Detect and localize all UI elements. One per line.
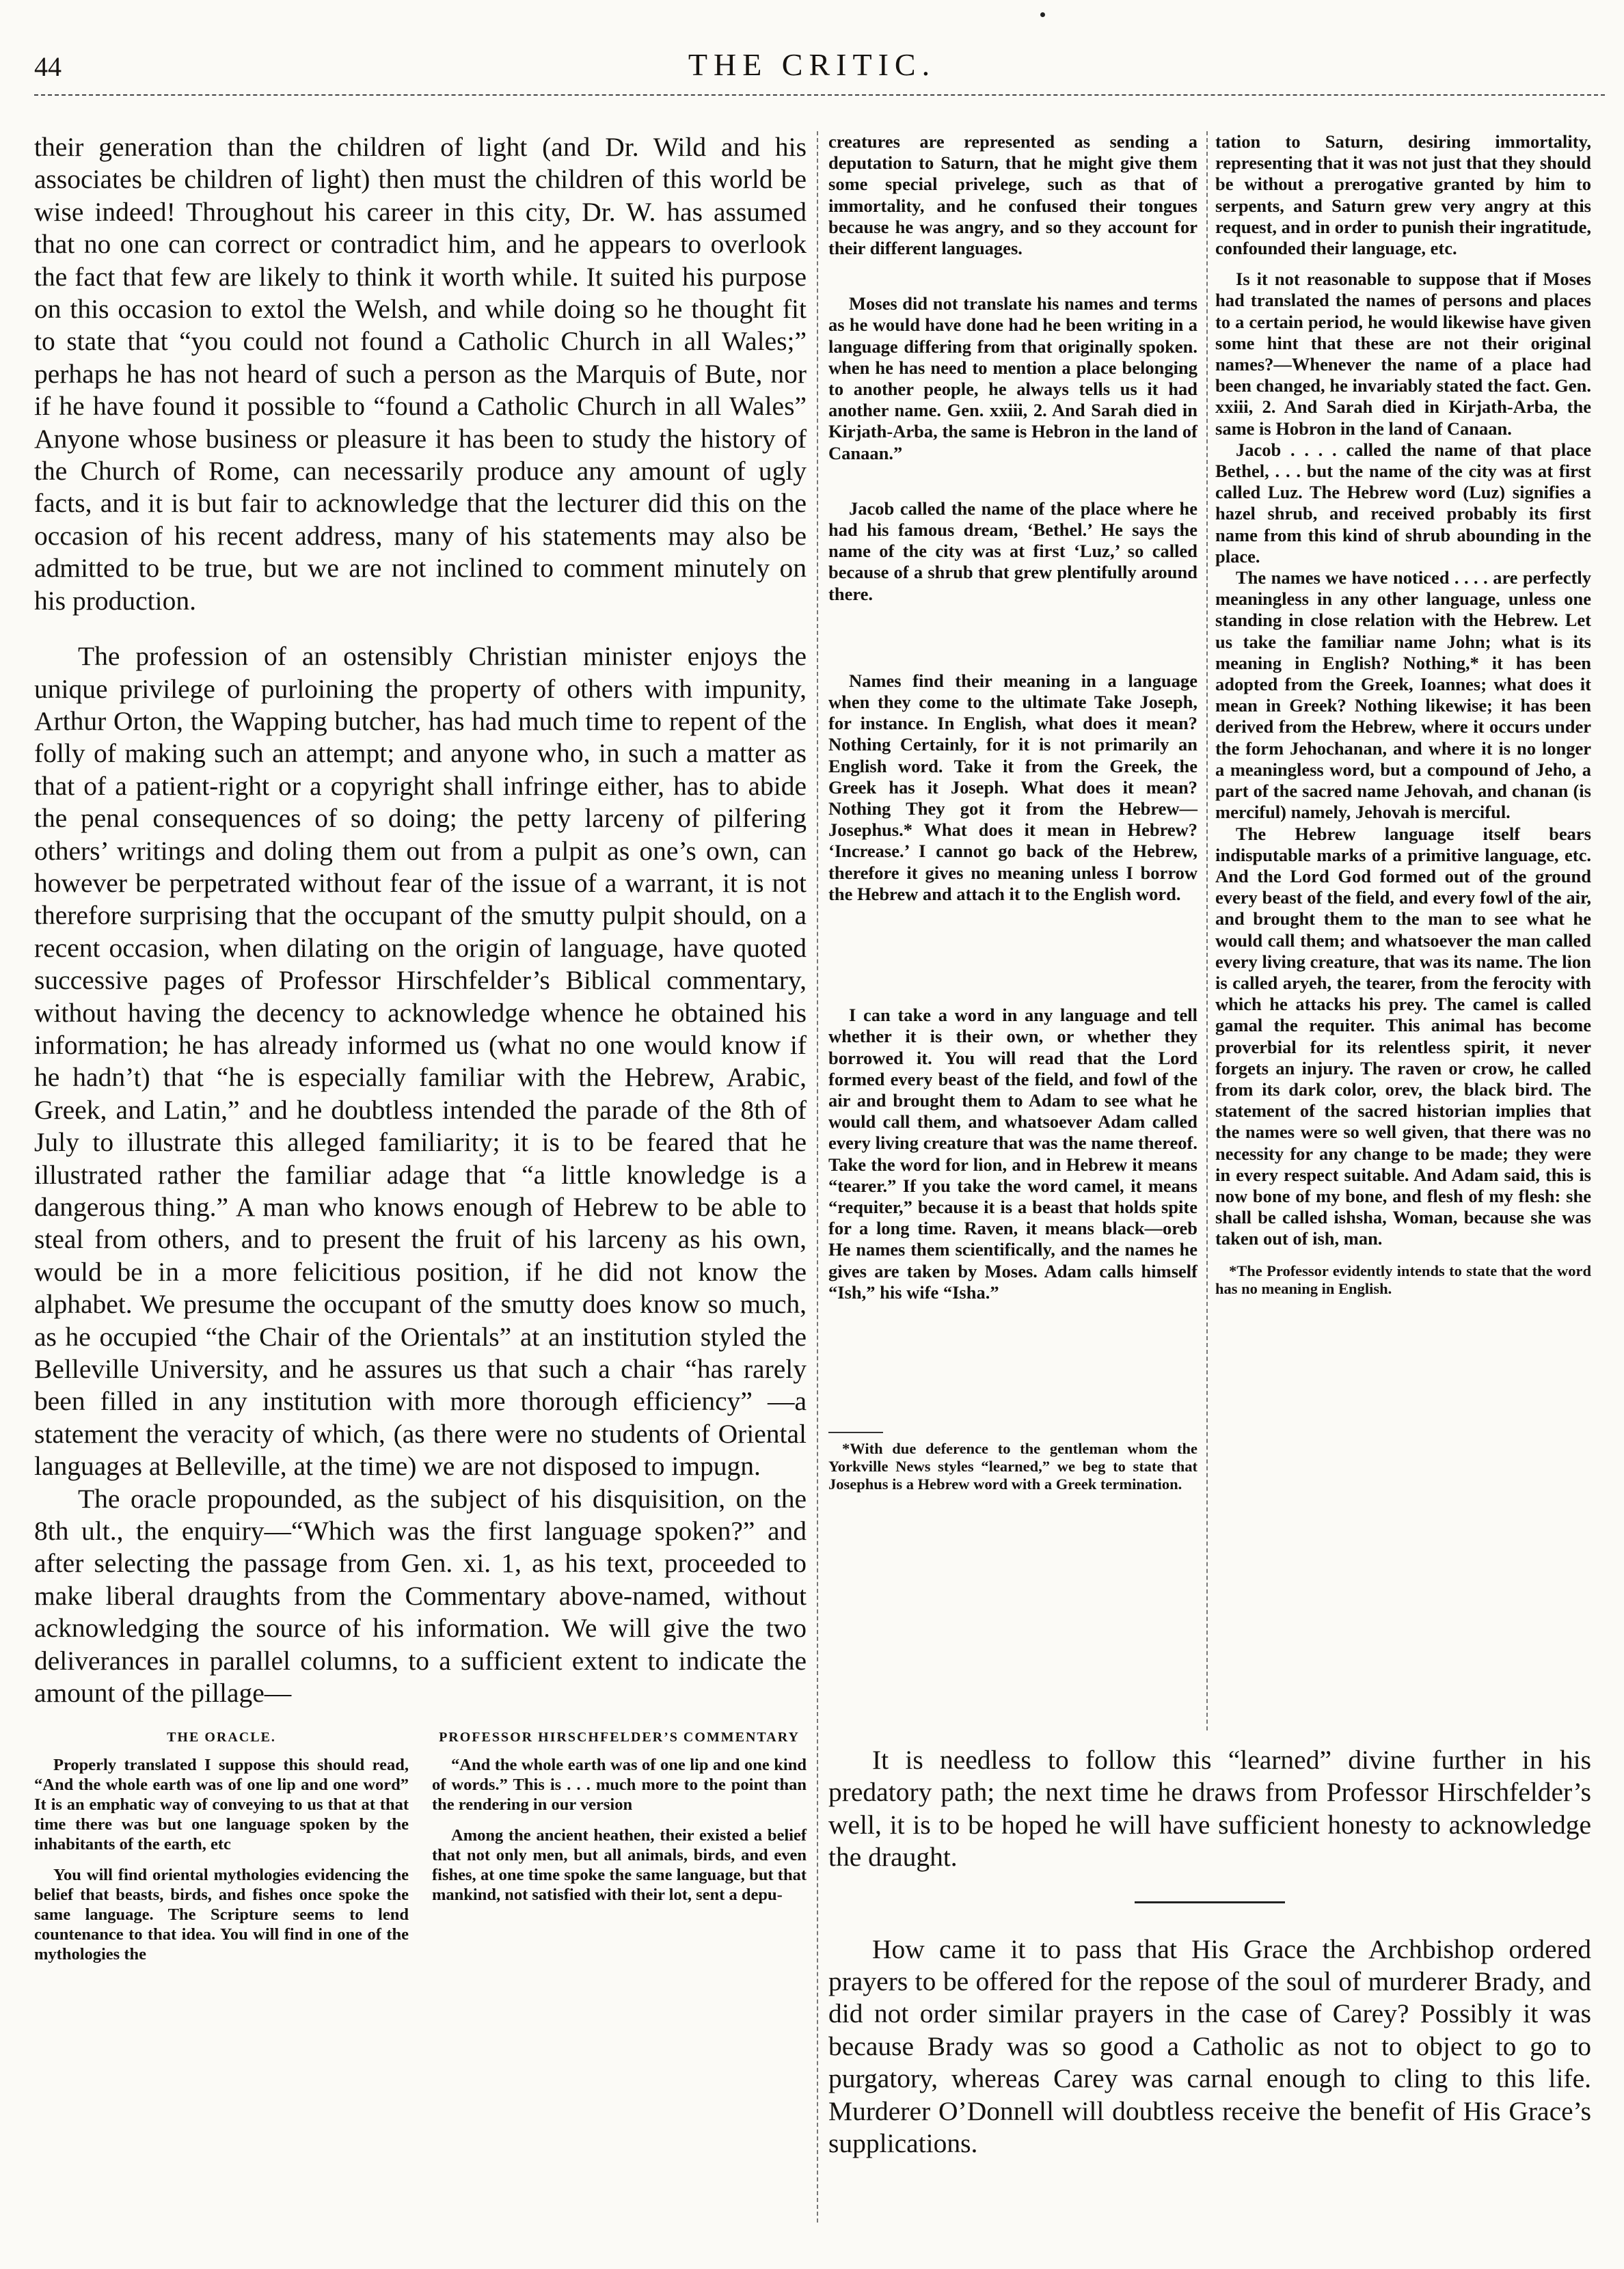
right-column [1215, 131, 1591, 1298]
page-number: 44 [34, 51, 62, 82]
right-saturn: tation to Saturn, desiring immortality, representing that it was not just that they should be without a prerogative granted by him to serpents, and Saturn grew very angry at this request, and in order to punish their ingratitude, confounded their language, etc. [1215, 131, 1591, 259]
professor-column [432, 1729, 807, 1975]
column-rule-left [817, 131, 818, 2223]
mid-names: Names find their meaning in a language when they come to the ultimate Take Joseph, for instance. In English, what does it mean? Nothing Certainly, for it is not primarily an English word. Take it from the Greek, the Greek has it Joseph. What does it mean? Nothing They got it from the Hebrew—Josephus.* What does it mean in Hebrew? ‘Increase.’ I cannot go back of the Hebrew, therefore it gives no meaning unless I borrow the Hebrew and attach it to the English word. [828, 670, 1197, 904]
professor-text-2: Among the ancient heathen, their existed a belief that not only men, but all animals, birds, and even fishes, at one time spoke the same language, but that mankind, not satisfied with their lot, sent a depu- [432, 1825, 807, 1904]
right-footnote: *The Professor evidently intends to state that the word has no meaning in English. [1215, 1262, 1591, 1297]
print-speck [1040, 12, 1045, 17]
oracle-column [34, 1729, 409, 1975]
mid-words: I can take a word in any language and tell whether it is their own, or whether they borrowed it. You will read that the Lord formed every beast of the field, and fowl of the air and brought them to Adam to see what he would call them, and whatsoever Adam called every living creature that was the name thereof. Take the word for lion, and in Hebrew it means “tearer.” If you take the word camel, it means “requiter,” because it is a beast that holds spite for a long time. Raven, it means black—oreb He names them scientifically, and the names he gives are taken by Moses. Adam calls himself “Ish,” his wife “Isha.” [828, 1005, 1197, 1303]
mid-moses: Moses did not translate his names and terms as he would have done had he been writing in a language differing from that originally spoken. when he has need to mention a place belonging to another people, he always tells us it had another name. Gen. xxiii, 2. And Sarah died in Kirjath-Arba, the same is Hebron in the land of Canaan.” [828, 293, 1197, 463]
right-jacob: Jacob . . . . called the name of that place Bethel, . . . but the name of the city was at first called Luz. The Hebrew word (Luz) signifies a hazel shrub, and received probably its first name from this kind of shrub abounding in the place. [1215, 439, 1591, 567]
mid-saturn: creatures are represented as sending a deputation to Saturn, that he might give them some special privelege, such as that of immortality, and he confused their tongues because he was angry, and so they account for their different languages. [828, 131, 1197, 259]
running-head: THE CRITIC. [688, 47, 936, 82]
professor-heading: PROFESSOR HIRSCHFELDER’S COMMENTARY [439, 1729, 800, 1745]
oracle-text-1: Properly translated I suppose this should read, “And the whole earth was of one lip and one word” It is an emphatic way of conveying to us that at that time there was but one language spoken by the inhabitants of the earth, etc [34, 1755, 409, 1853]
mid-footnote: *With due deference to the gentleman whom the Yorkville News styles “learned,” we beg to state that Josephus is a Hebrew word with a Greek termination. [828, 1439, 1197, 1493]
footnote-rule [828, 1432, 883, 1433]
paragraph-profession: The profession of an ostensibly Christian minister enjoys the unique privilege of purloining the property of others with impunity, Arthur Orton, the Wapping butcher, has had much time to repent of the folly of making such an attempt; and anyone who, in such a matter as that of a patient-right or a copyright shall infringe either, has to abide the penal consequences of so doing; the petty larceny of pilfering others’ writings and doling them out from a pulpit as one’s own, can however be perpetrated without fear of the issue of a warrant, it is not therefore surprising that the occupant of the smutty pulpit should, on a recent occasion, when dilating on the origin of language, have quoted successive pages of Professor Hirschfelder’s Biblical commentary, without having the decency to acknowledge whence he obtained his information; he has already informed us (what no one would know if he hadn’t) that “he is especially familiar with the Hebrew, Arabic, Greek, and Latin,” and he doubtless intended the parade of the 8th of July to illustrate this alleged familiarity; it is to be feared that he illustrated rather the familiar adage that “a little knowledge is a dangerous thing.” A man who knows enough of Hebrew to be able to steal from others, and to present the fruit of his larceny as his own, would be in a more felicitious position, if he did not know the alphabet. We presume the occupant of the smutty does know so much, as he occupied “the Chair of the Orientals” at an institution styled the Belleville University, and he assures us that such a chair “has rarely been filled in any institution with more thorough efficiency” —a statement the veracity of which, (as there were no students of Oriental languages at Belleville, at the time) we are not disposed to impugn. [34, 641, 807, 1482]
section-rule [1135, 1901, 1285, 1903]
paragraph-wild: their generation than the children of light (and Dr. Wild and his associates be children of light) then must the children of this world be wise indeed! Throughout his career in this city, Dr. W. has assumed that no one can correct or contradict him, and he appears to overlook the fact that few are likely to think it worth while. It suited his purpose on this occasion to extol the Welsh, and while doing so he thought fit to state that “you could not found a Catholic Church in all Wales;” perhaps he has not heard of such a person as the Marquis of Bute, nor if he have found it possible to “found a Catholic Church in all Wales” Anyone whose business or pleasure it has been to study the history of the Church of Rome, can necessarily produce any amount of ugly facts, and it is but fair to acknowledge that the lecturer did this on the occasion of his recent address, many of his statements may also be admitted to be true, but we are not inclined to comment minutely on his production. [34, 132, 807, 616]
parallel-columns [34, 1729, 807, 1975]
header-rule [34, 94, 1605, 96]
paragraph-oracle: The oracle propounded, as the subject of his disquisition, on the 8th ult., the enquiry—“Which was the first language spoken?” and after selecting the passage from Gen. xi. 1, as his text, proceeded to make liberal draughts from the Commentary above-named, without acknowledging the source of his information. We will give the two deliverances in parallel columns, to a sufficient extent to indicate the amount of the pillage— [34, 1483, 807, 1709]
paragraph-archbishop: How came it to pass that His Grace the Archbishop ordered prayers to be offered for the repose of the soul of murderer Brady, and did not order similar prayers in the case of Carey? Possibly it was because Brady was so good a Catholic as not to object to go to purgatory, whereas Carey was carnal enough to cling to this life. Murderer O’Donnell will doubtless receive the benefit of His Grace’s supplications. [828, 1933, 1591, 2159]
column-rule-right [1206, 131, 1208, 1730]
left-column [34, 131, 807, 2223]
lower-right-block [828, 1744, 1591, 2160]
mid-jacob: Jacob called the name of the place where he had his famous dream, ‘Bethel.’ He says the name of the city was at first ‘Luz,’ so called because of a shrub that grew plentifully around there. [828, 498, 1197, 604]
right-moses: Is it not reasonable to suppose that if Moses had translated the names of persons and places to a certain period, he would likewise have given some hint that these are not their original names?—Whenever the name of a place had been changed, he invariably stated the fact. Gen. xxiii, 2. And Sarah died in Kirjath-Arba, the same is Hobron in the land of Canaan. [1215, 269, 1591, 439]
right-names: The names we have noticed . . . . are perfectly meaningless in any other language, unless one standing in close relation with the Hebrew. Let us take the familiar name John; what is its meaning in English? Nothing,* it has been adopted from the Greek, Ioannes; what does it mean in Greek? Nothing likewise; it has been derived from the Hebrew, where it occurs under the form Jehochanan, and where it is no longer a meaningless word, but a compound of Jeho, a part of the sacred name Jehovah, and chanan (is merciful) namely, Jehovah is merciful. [1215, 567, 1591, 823]
professor-text-1: “And the whole earth was of one lip and one kind of words.” This is . . . much more to the point than the rendering in our version [432, 1755, 807, 1814]
right-hebrew: The Hebrew language itself bears indisputable marks of a primitive language, etc. And the Lord God formed out of the ground every beast of the field, and every fowl of the air, and brought them to the man to see what he would call them; and whatsoever the man called every living creature, that was its name. The lion is called aryeh, the tearer, from the ferocity with which he attacks his prey. The camel is called gamal the requiter. This animal has become proverbial for its relentless spirit, it never forgets an injury. The raven or crow, he called from its dark color, orev, the black bird. The statement of the sacred historian implies that the names were so well given, that there was no necessity for any change to be made; they were in every respect suitable. And Adam said, this is now bone of my bone, and flesh of my flesh: she shall be called ishsha, Woman, because she was taken out of ish, man. [1215, 823, 1591, 1249]
paragraph-needless: It is needless to follow this “learned” divine further in his predatory path; the next time he draws from Professor Hirschfelder’s well, it is to be hoped he will have sufficient honesty to acknowledge the draught. [828, 1745, 1591, 1873]
oracle-heading: THE ORACLE. [167, 1729, 276, 1745]
middle-column [828, 131, 1197, 1493]
oracle-text-2: You will find oriental mythologies evidencing the belief that beasts, birds, and fishes once spoke the same language. The Scripture seems to lend countenance to that idea. You will find in one of the mythologies the [34, 1865, 409, 1964]
